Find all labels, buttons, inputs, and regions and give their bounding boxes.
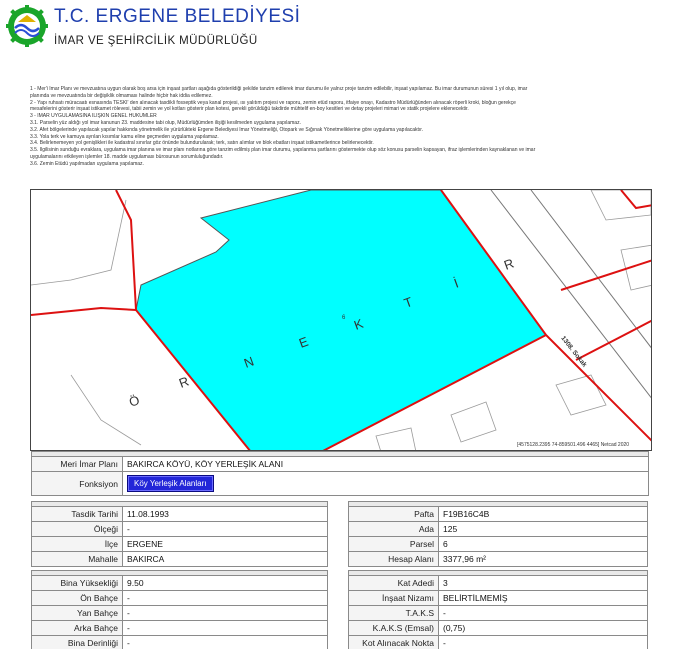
plan-label: Meri İmar Planı [32,457,123,472]
regulation-notes [30,86,652,168]
approval-date-value: 11.08.1993 [123,507,328,522]
block-label: Ada [349,522,439,537]
watermark-letter: R [501,255,516,273]
watermark-letter: K [351,315,366,333]
boundary-line [31,308,136,315]
header [0,0,681,62]
watermark-letter: R [176,373,191,391]
location-info-table [31,501,328,567]
elevation-point-label: Kot Alınacak Nokta [349,636,439,649]
note-line: 3.2. Afet bölgelerinde yapılacak yapılar hakkında yönetmelik ile yürürlükteki Ergene Belediyesi İmar Yönetmeliği, Otopark ve Sığınak Yönetmeliklerine göre uygulama yapılacaktır. [30,126,424,133]
boundary-line [116,190,136,310]
floor-count-value: 3 [439,576,648,591]
road-edge [531,190,652,350]
approval-date-label: Tasdik Tarihi [32,507,123,522]
building-ratios-table [348,570,648,649]
neighborhood-value: BAKIRCA [123,552,328,567]
note-line: planında ve mevzuatında bir değişiklik olmaması halinde hiçbir hak iddia edilemez. [30,92,213,99]
note-line: 3.5. İlgilisinin sunduğu evraklara, uygulama imar planına ve imar planı notlarına göre tanzim edilmiş plan imar durumu, yapılanma şartlarını göstermekte olup söz konusu parselin kapsayan, ifraz işlemlerinden kaynaklanan ve imar [30,147,536,154]
municipality-seal-icon [6,5,48,47]
district-value: ERGENE [123,537,328,552]
construction-order-label: İnşaat Nizamı [349,591,439,606]
parcel-label: Parsel [349,537,439,552]
boundary-line [621,190,652,208]
front-yard-label: Ön Bahçe [32,591,123,606]
building-outline [556,375,606,415]
block-value: 125 [439,522,648,537]
note-line: 3.6. Zemin Etüdü yapılmadan uygulama yapılamaz. [30,160,144,167]
note-line: uygulamalarını etkileyen işlemler 18. madde uygulaması bürosunun sorumluluğundadır. [30,153,224,160]
plan-value: BAKIRCA KÖYÜ, KÖY YERLEŞİK ALANI [123,457,649,472]
neighbor-parcel-line [71,375,141,445]
side-yard-label: Yan Bahçe [32,606,123,621]
subject-parcel [136,190,546,451]
construction-order-value: BELİRTİLMEMİŞ [439,591,648,606]
building-depth-label: Bina Derinliği [32,636,123,649]
parcel-info-table [348,501,648,567]
floor-count-label: Kat Adedi [349,576,439,591]
scale-value: - [123,522,328,537]
building-limits-table [31,570,328,649]
plan-info-table [31,451,649,496]
street-label: 1308. Sokak [559,334,588,369]
note-line: 3.3. Yola terk ve kamuya ayrılan kısımlar kamu eline geçmeden uygulama yapılamaz. [30,133,219,140]
taks-label: T.A.K.S [349,606,439,621]
kaks-label: K.A.K.S (Emsal) [349,621,439,636]
boundary-line [576,320,652,360]
area-label: Hesap Alanı [349,552,439,567]
note-line: 3.4. Belirlenemeyen yol genişlikleri ile kadastral sınırlar göz önünde bulundurularak; terk, satın alımlar ve blok ebatları inşaat istikametlerince belirlenecektir. [30,140,374,147]
rear-yard-value: - [123,621,328,636]
neighborhood-label: Mahalle [32,552,123,567]
building-height-value: 9.50 [123,576,328,591]
taks-value: - [439,606,648,621]
building-outline [591,190,651,220]
note-line: 2 - Yapı ruhsatı müracaatı esnasında TESKİ' den alınacak tasdikli fosseptik veya kanal projesi, ısı yalıtım projesi ve raporu, zemin etüd raporu, itfaiye onayı, Kadastro Müdürlüğünden alınacak röperli kroki, bloğun gerekçe [30,99,516,106]
parcel-value: 6 [439,537,648,552]
parcel-map[interactable] [30,189,652,451]
parcel-map-canvas [31,190,652,451]
building-depth-value: - [123,636,328,649]
scale-label: Ölçeği [32,522,123,537]
kaks-value: (0,75) [439,621,648,636]
area-value: 3377,96 m² [439,552,648,567]
district-label: İlçe [32,537,123,552]
watermark-letter: N [241,353,256,371]
building-outline [621,245,652,290]
building-height-label: Bina Yüksekliği [32,576,123,591]
sheet-value: F19B16C4B [439,507,648,522]
note-line: 3.1. Parselin yüz aldığı yol imar kanunun 23. maddesine tabi olup, Müdürlüğümden ilişiği kesilmeden uygulama yapılamaz. [30,119,301,126]
front-yard-value: - [123,591,328,606]
side-yard-value: - [123,606,328,621]
map-coordinates: [4575128.2395 74-859501.496 4465] Netcad 2020 [517,442,630,448]
sheet-label: Pafta [349,507,439,522]
rear-yard-label: Arka Bahçe [32,621,123,636]
watermark-letter: İ [451,275,461,291]
parcel-number: 6 [342,315,346,321]
function-label: Fonksiyon [32,472,123,496]
building-outline [451,402,496,442]
page-title: T.C. ERGENE BELEDİYESİ [54,6,301,27]
function-button[interactable]: Köy Yerleşik Alanları [127,475,214,492]
note-line: 3 - İMAR UYGULAMASINA İLİŞKİN GENEL HÜKÜMLER [30,113,157,120]
elevation-point-value: - [439,636,648,649]
building-outline [376,428,416,451]
note-line: mesafelerini gösterir inşaat istikamet rölevesi, tabii zemin ve yol kotları gösterir plan kotesi, gerekli görüldüğü takdirde mühtelif en-boy kesitleri ve detay projeleri mimari ve statik projelere eklenecektir. [30,106,469,113]
watermark-letter: Ö [126,392,142,410]
page-subtitle: İMAR VE ŞEHİRCİLİK MÜDÜRLÜĞÜ [54,35,258,47]
neighbor-parcel-line [31,200,126,285]
watermark-letter: T [401,294,415,311]
boundary-line [561,260,652,290]
watermark-letter: E [296,333,311,351]
note-line: 1 - Mer'i İmar Planı ve mevzuatına uygun olarak boş arsa için inşaat şartları aşağıda gösterildiği şekilde tanzim edilerek imar durumu ile yalnız proje tanzim edilebilir, inşaat yapılamaz. Bu imar durumunun süresi 1 yıl olup, imar [30,86,528,92]
